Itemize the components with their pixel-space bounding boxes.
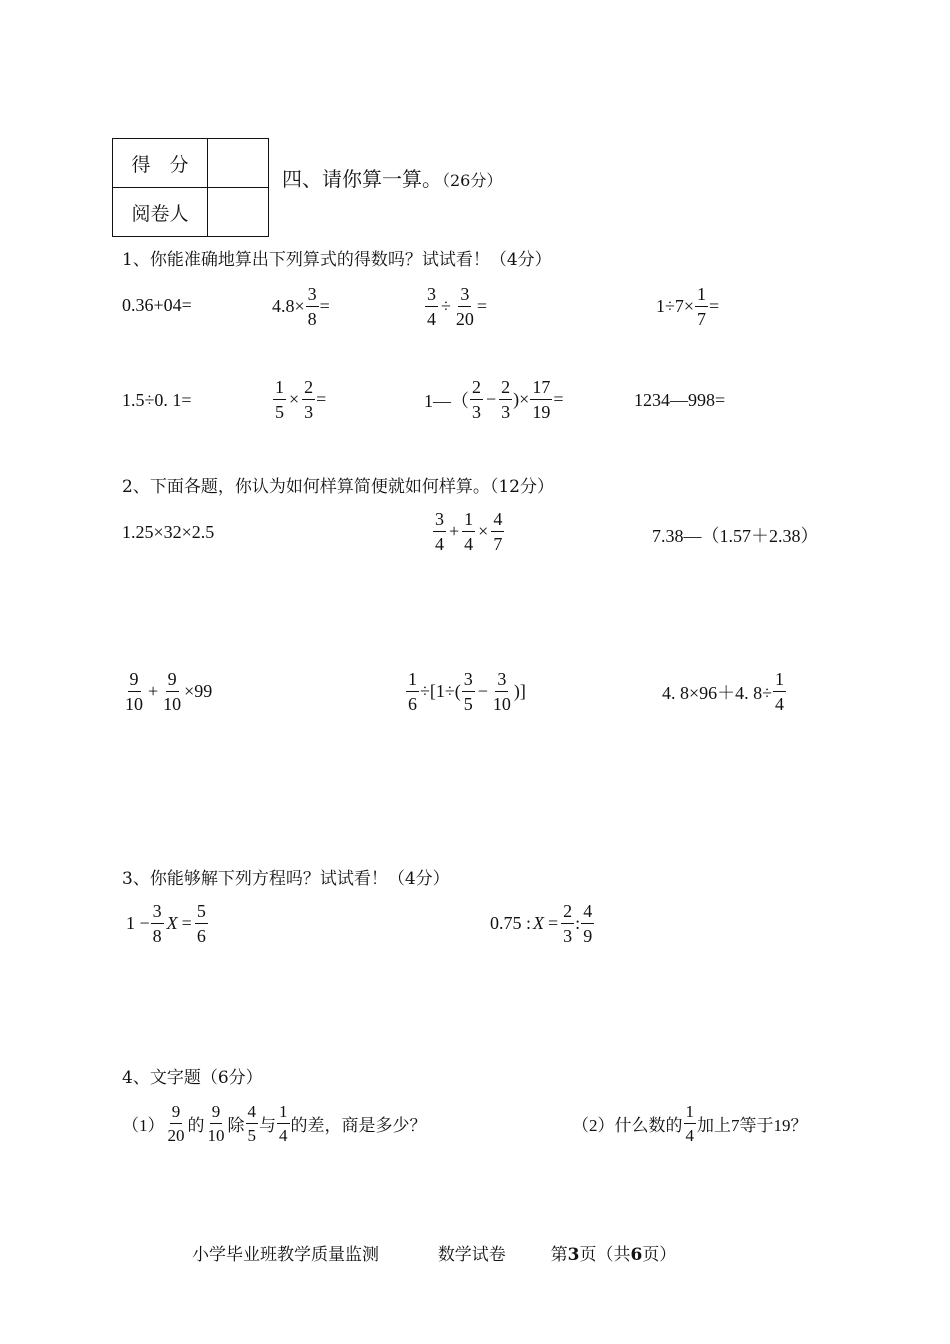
q2-expr-3 bbox=[652, 522, 819, 548]
fraction bbox=[454, 285, 476, 328]
q1-expr-6 bbox=[272, 378, 326, 421]
numerator: 9 bbox=[128, 670, 141, 692]
numerator: 9 bbox=[166, 670, 179, 692]
denominator: 6 bbox=[196, 926, 206, 946]
fraction bbox=[773, 670, 786, 713]
numerator: 2 bbox=[499, 378, 512, 400]
denominator: 3 bbox=[472, 402, 481, 422]
numerator: 2 bbox=[561, 902, 574, 924]
fraction bbox=[123, 670, 145, 713]
operator: − bbox=[486, 389, 497, 409]
operator: − bbox=[477, 681, 488, 701]
fraction bbox=[425, 285, 438, 328]
fraction bbox=[306, 285, 319, 328]
reviewer-label: 阅卷人 bbox=[113, 188, 208, 237]
section-heading bbox=[282, 163, 502, 192]
fraction bbox=[470, 378, 483, 421]
footer-page-mid: 页（共 bbox=[579, 1245, 631, 1265]
denominator: 20 bbox=[167, 1126, 185, 1145]
denominator: 9 bbox=[583, 926, 593, 946]
q1-expr-5 bbox=[122, 390, 192, 411]
q3-eq-2-pre: 0.75 : bbox=[490, 913, 532, 933]
q2-expr-6-pre: 4. 8×96＋4. 8÷ bbox=[662, 682, 773, 703]
numerator: 1 bbox=[462, 510, 475, 532]
denominator: 7 bbox=[493, 534, 503, 554]
fraction bbox=[491, 510, 504, 553]
q2-expr-5-post: )] bbox=[513, 681, 526, 701]
numerator: 9 bbox=[170, 1103, 183, 1124]
section-points: （26分） bbox=[442, 171, 503, 190]
fraction bbox=[302, 378, 315, 421]
q1-expr-4-pre: 1÷7× bbox=[656, 296, 695, 316]
denominator: 10 bbox=[492, 694, 511, 714]
denominator: 19 bbox=[532, 402, 551, 422]
numerator: 3 bbox=[306, 285, 319, 307]
denominator: 4 bbox=[279, 1126, 288, 1145]
fraction bbox=[151, 902, 164, 945]
numerator: 4 bbox=[491, 510, 504, 532]
denominator: 4 bbox=[464, 534, 474, 554]
footer-page-number: 3 bbox=[567, 1245, 580, 1265]
equals: = bbox=[709, 296, 720, 316]
numerator: 3 bbox=[433, 510, 446, 532]
denominator: 3 bbox=[304, 402, 314, 422]
q2-expr-5-mid: ÷[1÷( bbox=[420, 681, 461, 701]
fraction bbox=[195, 902, 208, 945]
q1-expr-7-pre: 1—（ bbox=[424, 390, 469, 411]
denominator: 6 bbox=[408, 694, 417, 714]
footer-school: 小学毕业班教学质量监测 bbox=[192, 1245, 379, 1265]
fraction bbox=[684, 1103, 697, 1144]
numerator: 3 bbox=[425, 285, 438, 307]
numerator: 4 bbox=[246, 1103, 259, 1124]
numerator: 1 bbox=[773, 670, 786, 692]
denominator: 10 bbox=[125, 694, 143, 714]
operator: × bbox=[478, 521, 489, 541]
q1-expr-5-text: 1.5÷0. 1= bbox=[122, 390, 192, 410]
score-cell[interactable] bbox=[208, 139, 269, 188]
q4-p1-text: 与 bbox=[259, 1116, 276, 1135]
q4-title: 4、文字题（6分） bbox=[122, 1068, 263, 1088]
footer bbox=[192, 1240, 676, 1265]
footer-page-total: 6 bbox=[630, 1245, 643, 1265]
score-table bbox=[112, 138, 269, 237]
q2-expr-3-text: 7.38—（1.57＋2.38） bbox=[652, 526, 819, 546]
fraction bbox=[206, 1103, 227, 1144]
q2-expr-6 bbox=[662, 670, 787, 713]
q3-eq-1-pre: 1 − bbox=[126, 913, 150, 933]
q1-expr-7 bbox=[424, 378, 563, 421]
denominator: 4 bbox=[685, 1126, 694, 1145]
q4-problem-1 bbox=[122, 1103, 427, 1144]
reviewer-cell[interactable] bbox=[208, 188, 269, 237]
q4-p2-text: 加上7等于19？ bbox=[697, 1116, 808, 1135]
operator: ÷ bbox=[441, 296, 451, 316]
denominator: 10 bbox=[163, 694, 182, 714]
denominator: 4 bbox=[435, 534, 444, 554]
denominator: 20 bbox=[455, 309, 474, 329]
numerator: 5 bbox=[195, 902, 208, 924]
numerator: 3 bbox=[458, 285, 471, 307]
numerator: 1 bbox=[277, 1103, 290, 1124]
fraction bbox=[277, 1103, 290, 1144]
numerator: 1 bbox=[684, 1103, 697, 1124]
q3-equation-1 bbox=[126, 902, 209, 945]
q2-expr-4 bbox=[122, 670, 212, 713]
fraction bbox=[530, 378, 552, 421]
numerator: 3 bbox=[495, 670, 508, 692]
q4-p1-text: 的差，商是多少？ bbox=[290, 1116, 427, 1135]
q2-expr-2 bbox=[432, 510, 505, 553]
q1-expr-4 bbox=[656, 285, 719, 328]
operator: + bbox=[449, 521, 460, 541]
equals: = bbox=[476, 296, 488, 316]
fraction bbox=[491, 670, 513, 713]
denominator: 8 bbox=[307, 309, 317, 329]
denominator: 10 bbox=[207, 1126, 225, 1145]
q2-expr-1 bbox=[122, 522, 214, 543]
denominator: 4 bbox=[427, 309, 436, 329]
denominator: 3 bbox=[501, 402, 511, 422]
q2-expr-4-post: ×99 bbox=[184, 681, 213, 701]
fraction bbox=[499, 378, 512, 421]
numerator: 1 bbox=[406, 670, 419, 692]
fraction bbox=[273, 378, 286, 421]
equals: = bbox=[316, 389, 327, 409]
ratio-colon: : bbox=[575, 913, 581, 933]
q1-expr-8 bbox=[634, 390, 725, 411]
q2-expr-5 bbox=[405, 670, 526, 713]
fraction bbox=[166, 1103, 187, 1144]
operator: × bbox=[289, 389, 300, 409]
footer-subject: 数学试卷 bbox=[437, 1245, 506, 1265]
numerator: 2 bbox=[470, 378, 483, 400]
q1-expr-1 bbox=[122, 295, 192, 316]
fraction bbox=[161, 670, 183, 713]
fraction bbox=[246, 1103, 259, 1144]
operator: )× bbox=[513, 389, 530, 409]
footer-page-pre: 第 bbox=[550, 1245, 568, 1265]
q4-p1-text: 的 bbox=[187, 1116, 205, 1135]
q4-p2-lead: （2）什么数的 bbox=[572, 1116, 683, 1135]
numerator: 3 bbox=[462, 670, 475, 692]
denominator: 5 bbox=[275, 402, 284, 422]
score-label: 得 分 bbox=[113, 139, 208, 188]
q3-equation-2 bbox=[490, 902, 595, 945]
equals: = bbox=[181, 913, 192, 933]
equals: = bbox=[548, 913, 559, 933]
numerator: 17 bbox=[530, 378, 552, 400]
numerator: 1 bbox=[273, 378, 286, 400]
denominator: 5 bbox=[247, 1126, 256, 1145]
fraction bbox=[581, 902, 594, 945]
numerator: 4 bbox=[581, 902, 594, 924]
numerator: 9 bbox=[210, 1103, 223, 1124]
variable-x: X bbox=[166, 913, 178, 933]
section-title: 四、请你算一算。 bbox=[282, 167, 442, 191]
q1-expr-8-text: 1234—998= bbox=[634, 390, 726, 410]
q2-expr-1-text: 1.25×32×2.5 bbox=[122, 522, 215, 542]
fraction bbox=[433, 510, 446, 553]
numerator: 3 bbox=[151, 902, 164, 924]
q1-title: 1、你能准确地算出下列算式的得数吗？试试看！（4分） bbox=[122, 250, 552, 270]
q1-expr-2 bbox=[272, 285, 330, 328]
equals: = bbox=[553, 389, 564, 409]
q1-expr-3 bbox=[424, 285, 487, 328]
denominator: 4 bbox=[775, 694, 785, 714]
denominator: 8 bbox=[152, 926, 162, 946]
footer-page-post: 页） bbox=[642, 1245, 677, 1265]
q4-p1-text: 除 bbox=[227, 1116, 245, 1135]
numerator: 1 bbox=[695, 285, 708, 307]
fraction bbox=[406, 670, 419, 713]
denominator: 7 bbox=[697, 309, 707, 329]
equals: = bbox=[319, 296, 330, 316]
q4-p1-lead: （1） bbox=[122, 1116, 165, 1135]
fraction bbox=[462, 510, 475, 553]
q2-title: 2、下面各题，你认为如何样算简便就如何样算。（12分） bbox=[122, 477, 554, 497]
denominator: 5 bbox=[463, 694, 473, 714]
numerator: 2 bbox=[302, 378, 315, 400]
q1-expr-1-text: 0.36+04= bbox=[122, 295, 192, 315]
fraction bbox=[462, 670, 475, 713]
operator: + bbox=[148, 681, 159, 701]
variable-x: X bbox=[533, 913, 545, 933]
q4-problem-2 bbox=[572, 1103, 808, 1144]
q3-title: 3、你能够解下列方程吗？试试看！（4分） bbox=[122, 869, 450, 889]
q1-expr-2-pre: 4.8× bbox=[272, 296, 305, 316]
fraction bbox=[561, 902, 574, 945]
denominator: 3 bbox=[563, 926, 573, 946]
fraction bbox=[695, 285, 708, 328]
